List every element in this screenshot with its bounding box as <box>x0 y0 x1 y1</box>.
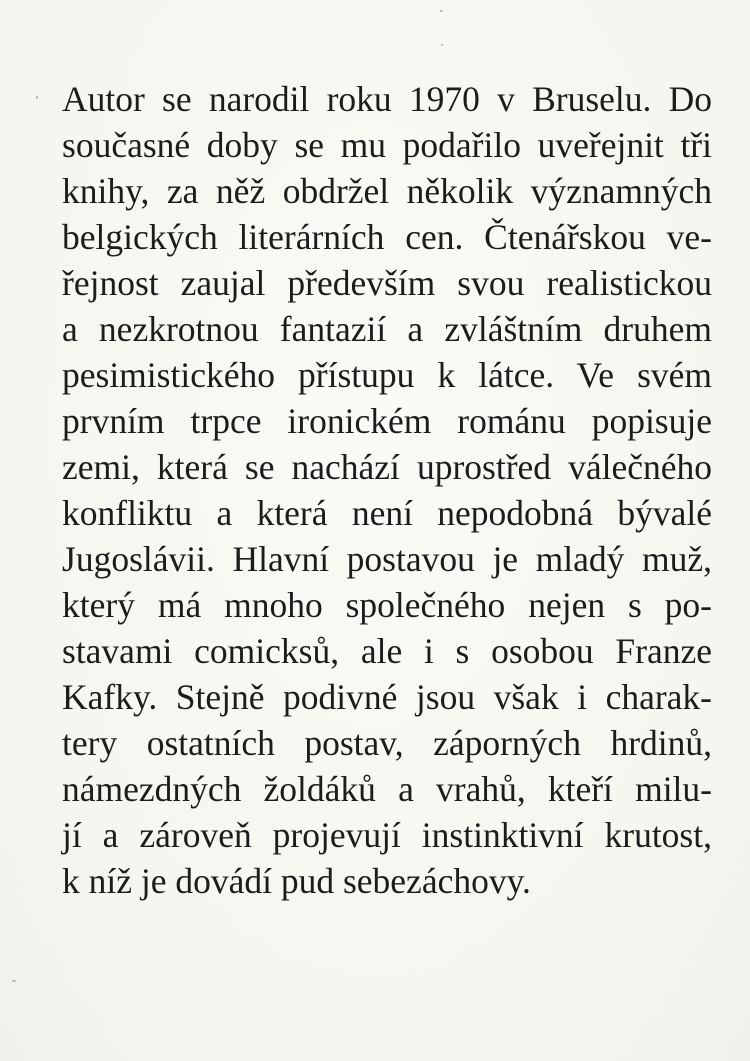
text-line: k níž je dovádí pud sebezáchovy. <box>62 861 531 901</box>
text-line: zemi, která se nachází uprostřed válečného <box>62 447 712 487</box>
text-line: tery ostatních postav, záporných hrdinů, <box>62 723 712 763</box>
paper-speck <box>12 980 16 982</box>
text-line: současné doby se mu podařilo uveřejnit tři <box>62 125 712 165</box>
text-line: námezdných žoldáků a vrahů, kteří milu- <box>62 769 712 809</box>
text-line: jí a zároveň projevují instinktivní krutost, <box>62 815 712 855</box>
text-line: konfliktu a která není nepodobná bývalé <box>62 493 712 533</box>
text-line: Autor se narodil roku 1970 v Bruselu. Do <box>62 79 712 119</box>
paper-speck <box>440 10 443 12</box>
text-line: a nezkrotnou fantazií a zvláštním druhem <box>62 309 712 349</box>
text-line: pesimistického přístupu k látce. Ve svém <box>62 355 712 395</box>
text-line: který má mnoho společného nejen s po- <box>62 585 712 625</box>
author-bio-paragraph <box>62 76 712 904</box>
paper-speck <box>36 96 38 99</box>
text-line: belgických literárních cen. Čtenářskou ve- <box>62 217 712 257</box>
text-line: Jugoslávii. Hlavní postavou je mladý muž, <box>62 539 712 579</box>
paper-speck <box>441 44 443 46</box>
text-line: stavami comicksů, ale i s osobou Franze <box>62 631 712 671</box>
text-line: řejnost zaujal především svou realistickou <box>62 263 712 303</box>
text-line: knihy, za něž obdržel několik významných <box>62 171 712 211</box>
text-line: Kafky. Stejně podivné jsou však i charak- <box>62 677 712 717</box>
text-line: prvním trpce ironickém románu popisuje <box>62 401 712 441</box>
